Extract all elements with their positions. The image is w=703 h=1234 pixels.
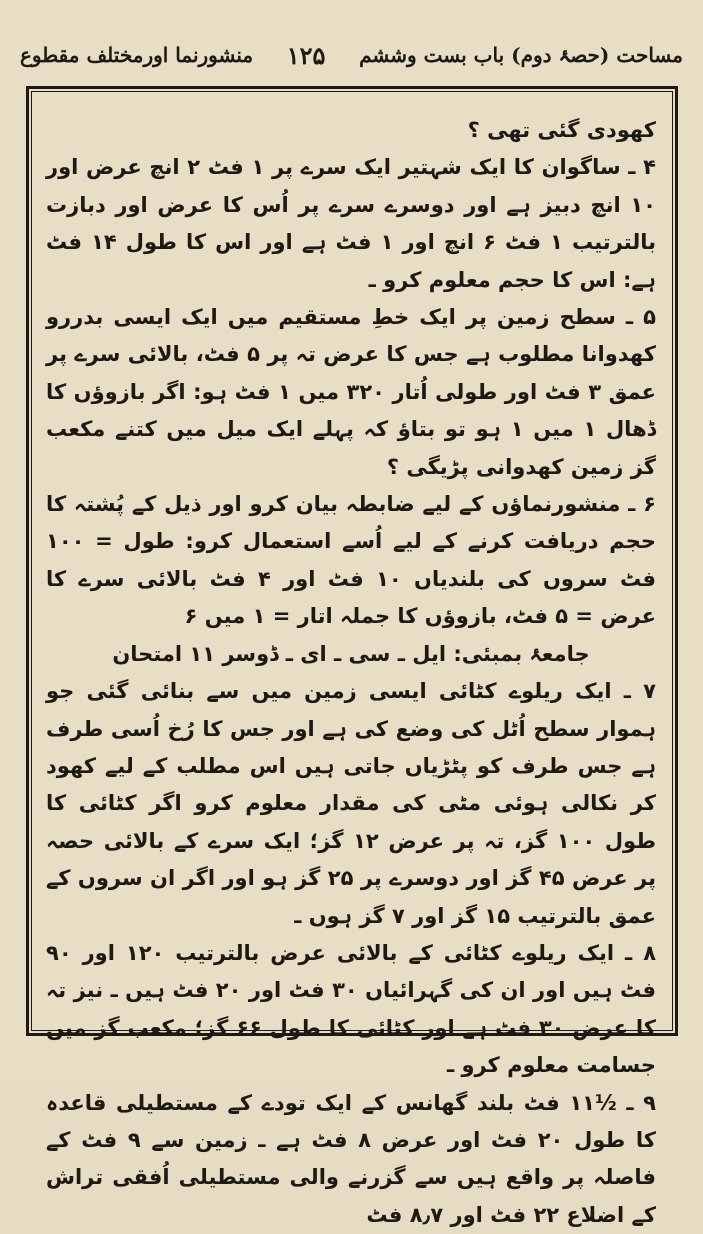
page-header [20, 30, 683, 80]
exam-section-title: جامعۂ بمبئی: ایل ـ سی ـ ای ـ ڈوسر ۱۱ امتحان [112, 641, 590, 666]
question-7: ۷ ـ ایک ریلوے کٹائی ایسی زمین میں سے بنائی گئی جو ہموار سطح اُٹل کی وضع کی ہے اور جس کا رُخ اُسی طرف ہے جس طرف کو پٹڑیاں جاتی ہیں اس مطلب کے لیے کھود کر نکالی ہوئی مٹی کی مقدار معلوم کرو اگر کٹائی کا طول ۱۰۰ گز، تہ پر عرض ۱۲ گز؛ ایک سرے کے بالائی حصہ پر عرض ۴۵ گز اور دوسرے پر ۲۵ گز ہو اور اگر ان سروں کے عمق بالترتیب ۱۵ گز اور ۷ گز ہوں ـ [46, 679, 657, 928]
question-4: ۴ ـ ساگوان کا ایک شہتیر ایک سرے پر ۱ فٹ ۲ انچ عرض اور ۱۰ انچ دبیز ہے اور دوسرے سرے پر اُس کا عرض اور دبازت بالترتیب ۱ فٹ ۶ انچ اور ۱ فٹ ہے اور اس کا طول ۱۴ فٹ ہے: اس کا حجم معلوم کرو ـ [46, 155, 656, 292]
running-title-left: منشورنما اورمختلف مقطوع [20, 43, 254, 67]
page-body [46, 112, 657, 1227]
carry-over-text: کھودی گئی تھی ؟ [467, 118, 656, 142]
question-6: ۶ ـ منشورنماؤں کے لیے ضابطہ بیان کرو اور ذیل کے پُشتہ کا حجم دریافت کرنے کے لیے اُسے استعمال کرو: طول = ۱۰۰ فٹ سروں کی بلندیاں ۱۰ فٹ اور ۴ فٹ بالائی سرے کا عرض = ۵ فٹ، بازوؤں کا جملہ اتار = ۱ میں ۶ [46, 492, 656, 629]
page-number: ۱۲۵ [286, 40, 326, 70]
question-8: ۸ ـ ایک ریلوے کٹائی کے بالائی عرض بالترتیب ۱۲۰ اور ۹۰ فٹ ہیں اور ان کی گہرائیاں ۳۰ فٹ اور ۲۰ فٹ ہیں ـ نیز تہ کا عرض ۳۰ فٹ ہے اور کٹائی کا طول ۶۶ گز؛ مکعب گز میں جسامت معلوم کرو ـ [46, 940, 657, 1078]
question-9: ۹ ـ ½۱۱ فٹ بلند گھانس کے ایک تودے کے مستطیلی قاعدہ کا طول ۲۰ فٹ اور عرض ۸ فٹ ہے ـ زمین سے ۹ فٹ کے فاصلہ پر واقع ہیں سے گزرنے والی مستطیلی اُفقی تراش کے اضلاع ۲۲ فٹ اور ۸٫۷ فٹ [46, 1090, 657, 1227]
question-5: ۵ ـ سطح زمین پر ایک خطِ مستقیم میں ایک ایسی بدررو کھدوانا مطلوب ہے جس کا عرض تہ پر ۵ فٹ، بالائی سرے پر عمق ۳ فٹ اور طولی اُتار ۳۲۰ میں ۱ فٹ ہو: اگر بازوؤں کا ڈھال ۱ میں ۱ ہو تو بتاؤ کہ پہلے ایک میل میں کتنے مکعب گز زمین کھدوانی پڑیگی ؟ [46, 305, 657, 479]
running-title-right: مساحت (حصۂ دوم) باب بست وششم [359, 43, 683, 67]
